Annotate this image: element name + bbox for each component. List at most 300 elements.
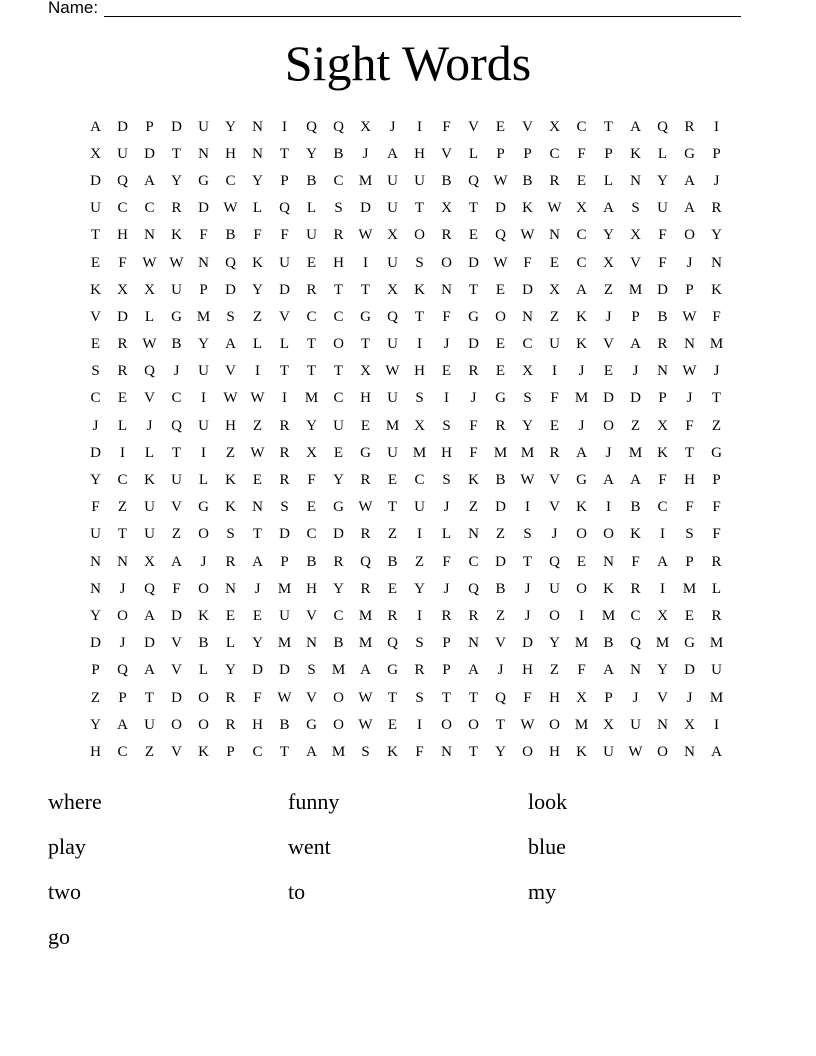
grid-letter: L [198,662,209,679]
grid-letter: J [389,118,396,135]
grid-letter: E [441,363,452,380]
grid-letter: B [333,145,344,162]
grid-letter: A [576,444,587,461]
grid-letter: T [441,689,452,706]
grid-letter: N [198,145,209,162]
word-list-item: play [48,834,86,860]
grid-letter: G [387,662,398,679]
grid-letter: E [360,417,371,434]
grid-letter: Q [144,580,155,597]
grid-letter: A [576,281,587,298]
grid-letter: C [549,145,560,162]
grid-letter: E [333,444,344,461]
grid-letter: O [657,743,668,760]
grid-letter: R [657,336,668,353]
grid-row [82,684,744,711]
grid-letter: J [686,390,693,407]
grid-letter: T [306,336,317,353]
grid-letter: K [387,743,398,760]
grid-letter: V [279,308,290,325]
grid-letter: H [522,662,533,679]
grid-letter: S [415,635,424,652]
grid-letter: B [279,716,290,733]
grid-letter: J [632,689,639,706]
grid-letter: W [250,444,265,461]
grid-letter: D [279,281,290,298]
name-underline[interactable] [104,2,741,17]
grid-letter: S [280,499,289,516]
grid-letter: A [225,336,236,353]
grid-letter: O [333,336,344,353]
grid-letter: U [198,417,209,434]
grid-letter: U [279,607,290,624]
grid-letter: D [333,526,344,543]
grid-letter: I [282,118,287,135]
grid-letter: J [605,308,612,325]
grid-letter: V [171,499,182,516]
grid-letter: P [496,145,505,162]
grid-letter: R [711,200,722,217]
grid-letter: R [360,580,371,597]
grid-letter: U [306,227,317,244]
grid-letter: J [713,172,720,189]
grid-letter: I [714,716,719,733]
grid-letter: F [469,417,478,434]
grid-letter: M [574,716,589,733]
grid-letter: L [711,580,722,597]
grid-letter: H [252,716,263,733]
grid-letter: J [524,580,531,597]
grid-letter: D [603,390,614,407]
grid-letter: N [603,553,614,570]
grid-letter: V [171,635,182,652]
grid-letter: I [444,390,449,407]
grid-letter: C [630,607,641,624]
grid-letter: Q [144,363,155,380]
grid-letter: R [225,553,236,570]
grid-letter: W [250,390,265,407]
grid-letter: X [387,227,398,244]
grid-letter: P [604,145,613,162]
grid-letter: V [522,118,533,135]
grid-letter: V [306,607,317,624]
grid-letter: M [385,417,400,434]
grid-letter: X [441,200,452,217]
grid-letter: V [630,254,641,271]
grid-letter: J [686,689,693,706]
grid-letter: Q [279,200,290,217]
grid-letter: J [605,444,612,461]
grid-letter: C [333,308,344,325]
grid-letter: M [304,390,319,407]
grid-letter: O [117,607,128,624]
grid-letter: S [523,390,532,407]
grid-letter: R [387,607,398,624]
grid-letter: D [468,254,479,271]
grid-letter: J [578,417,585,434]
grid-row [82,466,744,493]
grid-letter: W [682,308,697,325]
grid-letter: X [387,281,398,298]
grid-letter: T [252,526,263,543]
grid-letter: A [630,118,641,135]
grid-letter: H [225,417,236,434]
grid-letter: C [333,390,344,407]
grid-letter: J [632,363,639,380]
grid-letter: R [360,526,371,543]
grid-letter: Y [252,281,263,298]
grid-letter: R [279,444,290,461]
grid-letter: P [658,390,667,407]
grid-letter: H [414,363,425,380]
grid-letter: G [684,145,695,162]
grid-letter: W [358,716,373,733]
grid-letter: U [333,417,344,434]
grid-letter: N [468,635,479,652]
grid-letter: J [524,607,531,624]
grid-letter: T [711,390,722,407]
grid-letter: E [252,607,263,624]
grid-letter: N [657,716,668,733]
grid-letter: M [709,336,724,353]
grid-letter: S [226,526,235,543]
grid-letter: S [631,200,640,217]
word-list-item: look [528,789,568,815]
grid-letter: B [387,553,398,570]
grid-letter: R [306,281,317,298]
grid-letter: O [684,227,695,244]
grid-letter: A [90,118,101,135]
grid-letter: T [171,145,182,162]
grid-letter: R [441,607,452,624]
grid-letter: V [468,118,479,135]
grid-letter: O [198,716,209,733]
grid-letter: H [306,580,317,597]
grid-letter: M [709,635,724,652]
grid-letter: C [144,200,155,217]
grid-letter: K [468,472,479,489]
grid-row [82,521,744,548]
grid-letter: L [441,526,452,543]
grid-letter: U [603,743,614,760]
grid-letter: H [360,390,371,407]
grid-letter: U [144,716,155,733]
grid-letter: Y [225,118,236,135]
grid-letter: D [225,281,236,298]
grid-letter: M [655,635,670,652]
grid-letter: F [442,553,451,570]
page-title: Sight Words [284,35,532,91]
grid-letter: O [333,689,344,706]
grid-row [82,358,744,385]
grid-letter: K [603,580,614,597]
word-list-item: blue [528,834,566,860]
grid-letter: W [385,363,400,380]
grid-letter: Q [495,689,506,706]
grid-letter: J [578,363,585,380]
grid-letter: N [117,553,128,570]
grid-letter: W [223,200,238,217]
grid-letter: K [576,308,587,325]
grid-letter: B [657,308,668,325]
grid-letter: G [360,444,371,461]
grid-letter: C [90,390,101,407]
grid-letter: L [306,200,317,217]
grid-letter: D [495,499,506,516]
grid-letter: H [90,743,101,760]
word-list [48,780,768,959]
grid-letter: C [468,553,479,570]
grid-letter: V [225,363,236,380]
grid-letter: I [579,607,584,624]
grid-letter: I [417,716,422,733]
grid-letter: D [90,635,101,652]
grid-letter: C [576,118,587,135]
grid-letter: A [468,662,479,679]
grid-row [82,412,744,439]
grid-letter: D [495,553,506,570]
word-list-item: where [48,789,102,815]
grid-letter: O [171,716,182,733]
grid-letter: Y [603,227,614,244]
grid-letter: A [603,200,614,217]
grid-letter: C [414,472,425,489]
grid-letter: Q [657,118,668,135]
grid-letter: F [523,254,532,271]
grid-letter: D [522,635,533,652]
grid-letter: K [198,743,209,760]
grid-row [82,630,744,657]
grid-letter: J [92,417,99,434]
grid-letter: R [549,172,560,189]
grid-letter: E [225,607,236,624]
grid-letter: L [603,172,614,189]
grid-letter: C [333,607,344,624]
grid-letter: Q [333,118,344,135]
grid-letter: R [684,118,695,135]
grid-letter: N [630,172,641,189]
grid-letter: S [685,526,694,543]
grid-letter: E [549,254,560,271]
grid-letter: T [333,281,344,298]
grid-letter: P [145,118,154,135]
grid-letter: P [631,308,640,325]
grid-letter: Y [657,662,668,679]
grid-letter: F [631,553,640,570]
grid-letter: O [495,308,506,325]
grid-letter: T [468,743,479,760]
grid-row [82,331,744,358]
grid-letter: G [333,499,344,516]
grid-letter: F [469,444,478,461]
grid-letter: Y [252,172,263,189]
grid-letter: E [549,417,560,434]
grid-letter: S [415,254,424,271]
grid-letter: Z [252,308,263,325]
grid-letter: E [603,363,614,380]
grid-letter: F [91,499,100,516]
grid-letter: J [173,363,180,380]
grid-letter: H [333,254,344,271]
grid-letter: M [358,607,373,624]
grid-letter: E [90,336,101,353]
grid-letter: U [171,472,182,489]
grid-letter: V [549,472,560,489]
grid-letter: F [550,390,559,407]
grid-letter: K [414,281,425,298]
grid-letter: L [252,336,263,353]
word-list-item: go [48,923,70,949]
grid-letter: I [282,390,287,407]
grid-letter: C [306,308,317,325]
grid-letter: I [660,580,665,597]
grid-letter: Y [90,607,101,624]
grid-letter: M [412,444,427,461]
grid-letter: D [360,200,371,217]
word-list-item: to [288,878,306,904]
grid-letter: F [712,526,721,543]
grid-letter: E [495,363,506,380]
grid-letter: A [630,336,641,353]
grid-letter: O [198,580,209,597]
grid-letter: X [90,145,101,162]
grid-letter: Q [306,118,317,135]
grid-letter: O [576,526,587,543]
grid-letter: C [657,499,668,516]
grid-letter: K [90,281,101,298]
grid-row [82,602,744,629]
grid-letter: C [171,390,182,407]
grid-letter: Y [306,145,317,162]
grid-letter: Q [495,227,506,244]
grid-letter: N [90,553,101,570]
grid-letter: B [495,580,506,597]
grid-letter: F [658,254,667,271]
grid-letter: T [414,200,425,217]
grid-letter: E [495,118,506,135]
grid-letter: N [522,308,533,325]
grid-letter: T [414,308,425,325]
grid-letter: R [225,689,236,706]
grid-letter: N [225,580,236,597]
grid-letter: P [712,472,721,489]
grid-letter: Y [225,662,236,679]
grid-letter: X [144,281,155,298]
grid-letter: V [495,635,506,652]
grid-letter: D [90,444,101,461]
grid-letter: O [441,254,452,271]
grid-letter: P [226,743,235,760]
grid-letter: O [198,689,209,706]
grid-row [82,711,744,738]
grid-letter: M [331,743,346,760]
grid-letter: A [603,662,614,679]
grid-letter: W [520,716,535,733]
grid-letter: B [522,172,533,189]
grid-letter: O [468,716,479,733]
grid-letter: T [333,363,344,380]
grid-letter: X [684,716,695,733]
grid-row [82,657,744,684]
grid-letter: B [306,553,317,570]
grid-letter: G [171,308,182,325]
grid-letter: V [144,390,155,407]
grid-letter: R [333,227,344,244]
grid-letter: R [441,227,452,244]
grid-letter: O [576,580,587,597]
grid-letter: C [117,472,128,489]
grid-letter: W [682,363,697,380]
grid-letter: G [576,472,587,489]
grid-letter: X [630,227,641,244]
grid-letter: G [684,635,695,652]
grid-letter: H [441,444,452,461]
word-row [48,825,768,870]
grid-letter: X [576,200,587,217]
grid-letter: Q [468,172,479,189]
grid-letter: M [493,444,508,461]
grid-letter: R [279,472,290,489]
grid-letter: X [522,363,533,380]
grid-letter: I [120,444,125,461]
grid-letter: Y [171,172,182,189]
grid-letter: E [306,499,317,516]
grid-letter: R [117,336,128,353]
grid-letter: M [601,607,616,624]
grid-letter: J [362,145,369,162]
grid-letter: I [363,254,368,271]
grid-row [82,249,744,276]
grid-letter: I [660,526,665,543]
grid-letter: E [387,580,398,597]
grid-letter: C [576,227,587,244]
word-list-item: went [288,834,331,860]
grid-letter: S [226,308,235,325]
grid-letter: Y [657,172,668,189]
grid-letter: S [361,743,370,760]
grid-letter: B [630,499,641,516]
grid-letter: M [574,390,589,407]
grid-letter: A [684,172,695,189]
grid-letter: P [442,635,451,652]
grid-letter: L [117,417,128,434]
grid-letter: F [658,227,667,244]
grid-letter: B [495,472,506,489]
grid-letter: W [223,390,238,407]
grid-letter: U [144,499,155,516]
grid-letter: T [117,526,128,543]
grid-letter: I [201,390,206,407]
grid-letter: X [549,281,560,298]
grid-letter: W [493,254,508,271]
grid-letter: A [684,200,695,217]
grid-letter: I [255,363,260,380]
grid-letter: K [225,472,236,489]
grid-letter: A [144,172,155,189]
grid-letter: T [468,689,479,706]
grid-letter: E [468,227,479,244]
grid-letter: X [657,417,668,434]
grid-letter: F [118,254,127,271]
grid-letter: F [523,689,532,706]
grid-letter: Q [117,172,128,189]
name-field[interactable] [48,0,748,18]
grid-letter: B [171,336,182,353]
grid-letter: K [711,281,722,298]
grid-letter: X [360,363,371,380]
grid-row [82,385,744,412]
grid-letter: C [522,336,533,353]
